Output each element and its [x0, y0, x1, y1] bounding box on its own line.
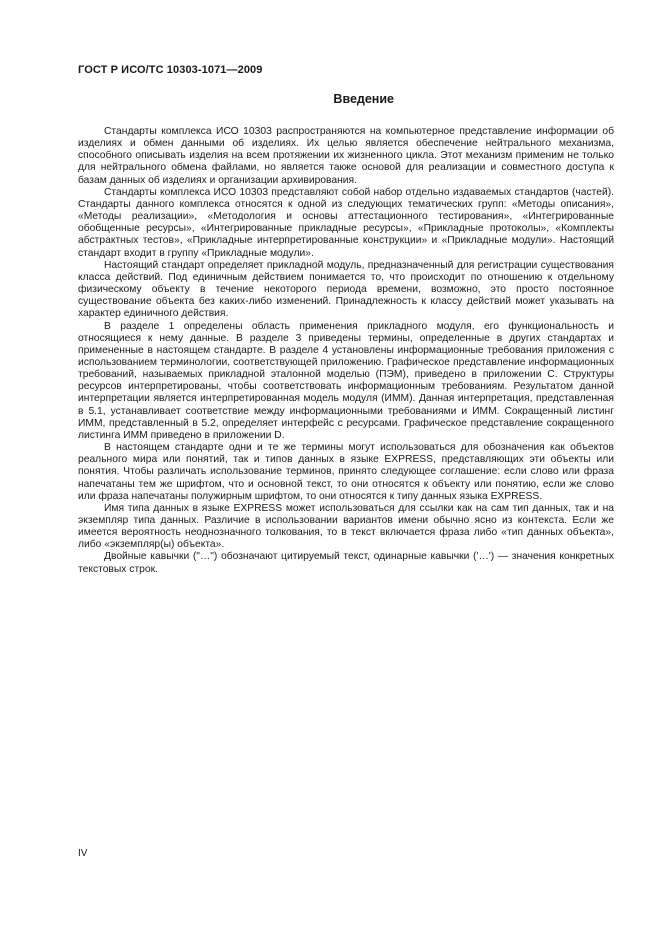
paragraph-2: Стандарты комплекса ИСО 10303 представляют собой набор отдельно издаваемых стандартов (частей). Стандарты данного комплекса относятся к одной из следующих тематических групп: «Методы описания», «Методы реализации», «Методология и основы аттестационного тестирования», «Интегрированные обобщенные ресурсы», «Интегрированные прикладные ресурсы», «Прикладные протоколы», «Комплекты абстрактных тестов», «Прикладные интерпретированные конструкции» и «Прикладные модули». Настоящий стандарт входит в группу «Прикладные модули».: [78, 186, 614, 259]
paragraph-7: Двойные кавычки ("…") обозначают цитируемый текст, одинарные кавычки ('…') — значения конкретных текстовых строк.: [78, 551, 614, 575]
paragraph-4: В разделе 1 определены область применения прикладного модуля, его функциональность и относящиеся к нему данные. В разделе 3 приведены термины, определенные в других стандартах и примененные в настоящем стандарте. В разделе 4 установлены информационные требования приложения с использованием терминологии, соответствующей приложению. Графическое представление информационных требований, называемых прикладной эталонной моделью (ПЭМ), приведено в приложении C. Структуры ресурсов интерпретированы, чтобы соответствовать информационным требованиям. Результатом данной интерпретации является интерпретированная модель модуля (ИММ). Данная интерпретация, представленная в 5.1, устанавливает соответствие между информационными требованиями и ИММ. Сокращенный листинг ИММ, представленный в 5.2, определяет интерфейс с ресурсами. Графическое представление сокращенного листинга ИММ приведено в приложении D.: [78, 320, 614, 441]
paragraph-5: В настоящем стандарте одни и те же термины могут использоваться для обозначения как объектов реального мира или понятий, так и типов данных в языке EXPRESS, представляющих эти объекты или понятия. Чтобы различать использование терминов, принято следующее соглашение: если слово или фраза напечатаны тем же шрифтом, что и основной текст, то они относятся к объекту или понятию, если же слово или фраза напечатаны полужирным шрифтом, то они относятся к типу данных языка EXPRESS.: [78, 442, 614, 502]
paragraph-3: Настоящий стандарт определяет прикладной модуль, предназначенный для регистрации существования класса действий. Под единичным действием понимается то, что происходит по отношению к отдельному физическому объекту в течение некоторого периода времени, возможно, это просто постоянное существование объекта без каких-либо изменений. Принадлежность к классу действий может указывать на характер единичного действия.: [78, 259, 614, 320]
paragraph-1: Стандарты комплекса ИСО 10303 распространяются на компьютерное представление информации об изделиях и обмен данными об изделиях. Их целью является обеспечение нейтрального механизма, способного описывать изделия на всем протяжении их жизненного цикла. Этот механизм применим не только для нейтрального обмена файлами, но является также основой для реализации и совместного доступа к базам данных об изделиях и организации архивирования.: [78, 126, 614, 186]
standard-designation: ГОСТ Р ИСО/ТС 10303-1071—2009: [78, 64, 263, 76]
introduction-body: [78, 126, 614, 576]
page-number: IV: [78, 848, 88, 859]
paragraph-6: Имя типа данных в языке EXPRESS может использоваться для ссылки как на сам тип данных, так и на экземпляр типа данных. Различие в использовании вариантов имени обычно ясно из контекста. Если же имеется вероятность неоднозначного толкования, то в текст включается фраза либо «тип данных объекта», либо «экземпляр(ы) объекта».: [78, 502, 614, 551]
section-title: Введение: [333, 92, 394, 106]
